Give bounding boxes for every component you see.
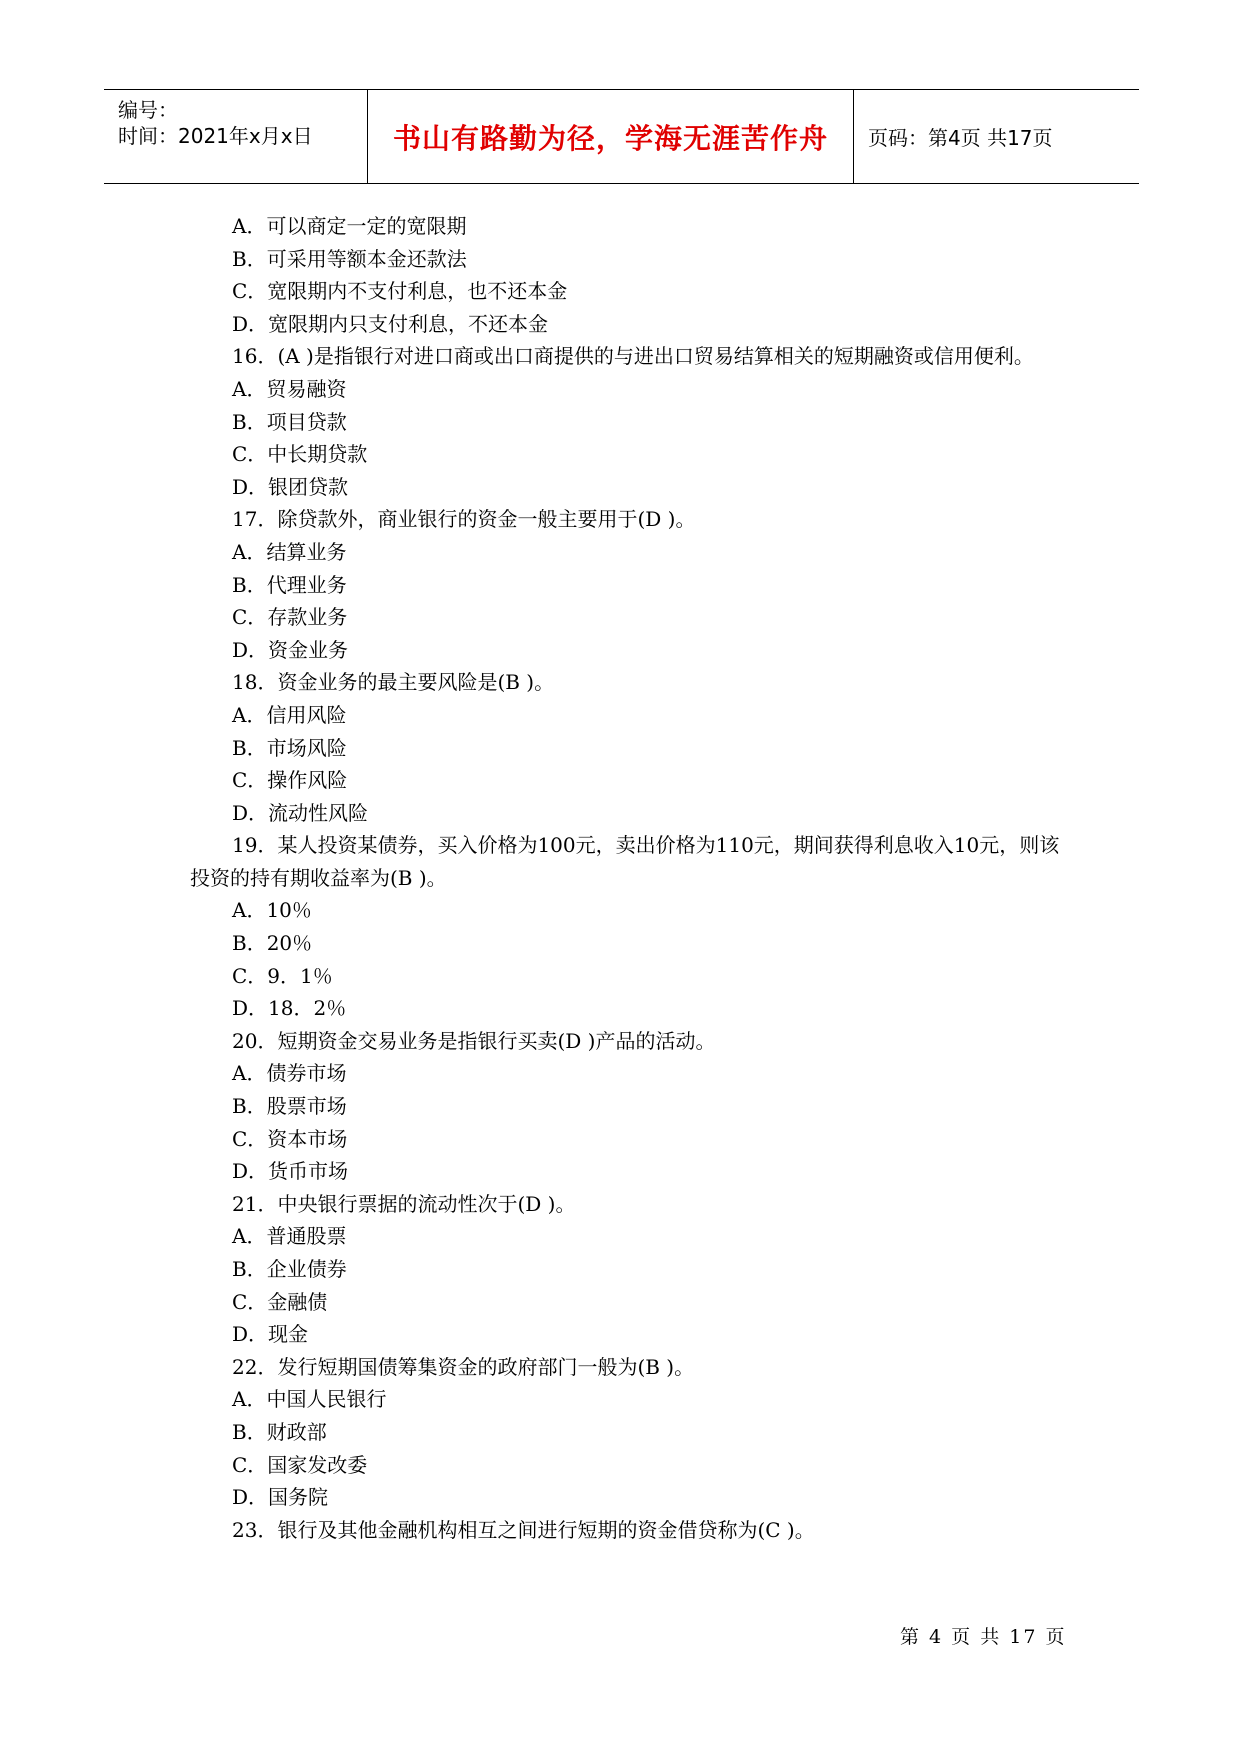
page-header: [104, 89, 1139, 184]
answer-option: A．10％: [232, 898, 312, 923]
answer-option: B．股票市场: [232, 1094, 347, 1119]
answer-option: D．流动性风险: [232, 800, 369, 825]
answer-option: B．财政部: [232, 1419, 327, 1444]
answer-option: D．货币市场: [232, 1159, 349, 1184]
question-text: 23．银行及其他金融机构相互之间进行短期的资金借贷称为(C )。: [232, 1517, 815, 1542]
answer-option: A．中国人民银行: [232, 1387, 387, 1412]
answer-option: C．宽限期内不支付利息，也不还本金: [232, 279, 568, 304]
answer-option: C．资本市场: [232, 1126, 348, 1151]
answer-option: C．金融债: [232, 1289, 328, 1314]
answer-option: C．操作风险: [232, 768, 348, 793]
answer-option: B．市场风险: [232, 735, 347, 760]
answer-option: B．20％: [232, 931, 313, 956]
question-text: 22．发行短期国债筹集资金的政府部门一般为(B )。: [232, 1354, 695, 1379]
header-page-code: 页码：第4页 共17页: [868, 126, 1053, 150]
answer-option: B．代理业务: [232, 572, 347, 597]
answer-option: B．企业债券: [232, 1257, 347, 1281]
question-text: 21．中央银行票据的流动性次于(D )。: [232, 1191, 576, 1216]
answer-option: A．债券市场: [232, 1061, 347, 1086]
question-text: 18．资金业务的最主要风险是(B )。: [232, 670, 555, 695]
header-motto-cell: [368, 90, 854, 183]
answer-option: A．普通股票: [232, 1224, 347, 1249]
answer-option: D．资金业务: [232, 637, 349, 662]
header-left-cell: [104, 90, 368, 183]
document-date: 时间：2021年x月x日: [118, 124, 313, 148]
answer-option: D．银团贷款: [232, 474, 349, 499]
answer-option: D．现金: [232, 1322, 309, 1347]
answer-option: B．可采用等额本金还款法: [232, 246, 467, 271]
question-text: 16．(A )是指银行对进口商或出口商提供的与进出口贸易结算相关的短期融资或信用便利。: [232, 344, 1034, 369]
question-text: 19．某人投资某债券，买入价格为100元，卖出价格为110元，期间获得利息收入10元，则该投资的持有期收益率为(B )。: [190, 833, 1060, 890]
answer-option: C．国家发改委: [232, 1452, 368, 1477]
answer-option: A．信用风险: [232, 702, 347, 727]
header-right-cell: [854, 90, 1139, 183]
answer-option: D．国务院: [232, 1485, 329, 1510]
document-body: [190, 210, 1060, 1546]
answer-option: B．项目贷款: [232, 409, 347, 434]
question-text: 17．除贷款外，商业银行的资金一般主要用于(D )。: [232, 507, 696, 532]
answer-option: D．宽限期内只支付利息，不还本金: [232, 311, 549, 336]
answer-option: D．18．2％: [232, 996, 347, 1021]
header-motto: 书山有路勤为径，学海无涯苦作舟: [392, 121, 828, 155]
answer-option: C．存款业务: [232, 605, 348, 630]
document-number-label: 编号：: [118, 98, 178, 122]
question-text: 20．短期资金交易业务是指银行买卖(D )产品的活动。: [232, 1028, 716, 1053]
page-footer: 第 4 页 共 17 页: [900, 1626, 1067, 1648]
answer-option: C．9．1％: [232, 963, 333, 988]
answer-option: A．可以商定一定的宽限期: [232, 214, 467, 238]
answer-option: C．中长期贷款: [232, 442, 368, 467]
answer-option: A．贸易融资: [232, 376, 347, 401]
answer-option: A．结算业务: [232, 539, 347, 564]
